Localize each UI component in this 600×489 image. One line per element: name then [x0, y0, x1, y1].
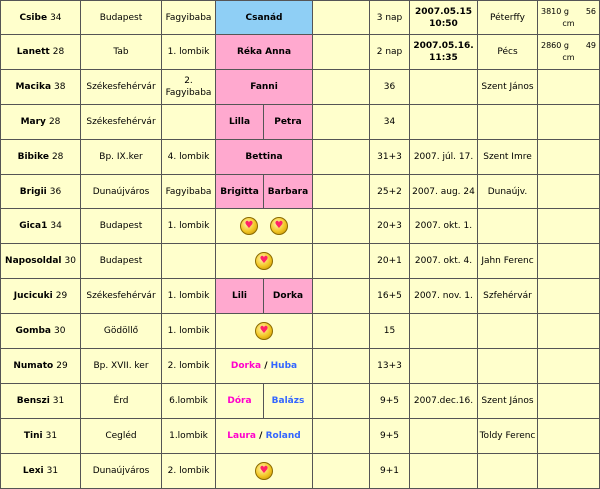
- city-text: Érd: [113, 396, 129, 406]
- hospital-text: Jahn Ferenc: [481, 256, 534, 266]
- city-text: Dunaújváros: [92, 186, 150, 197]
- member-age: 28: [52, 47, 65, 57]
- baby-name-cell: [216, 279, 264, 314]
- member-age: 28: [48, 117, 61, 127]
- member-age: 30: [64, 256, 76, 266]
- baby-name-cell: [264, 384, 313, 419]
- weight-cell: [538, 384, 600, 419]
- member-nick: Naposoldal: [5, 256, 62, 266]
- city-cell: [81, 244, 162, 279]
- member-age: 31: [52, 396, 65, 406]
- member-cell: [0, 140, 81, 175]
- stage-text: 1. lombik: [167, 291, 210, 301]
- weeks-text: 15: [383, 326, 396, 336]
- baby-name-cell: [264, 279, 313, 314]
- member-nick: Lexi: [22, 466, 44, 476]
- empty-cell: [313, 384, 370, 419]
- weeks-cell: [370, 209, 410, 244]
- weeks-text: 9+5: [380, 396, 399, 406]
- city-cell: [81, 140, 162, 175]
- hospital-cell: [478, 454, 538, 489]
- date-cell: [410, 140, 478, 175]
- baby-name: Réka Anna: [236, 47, 292, 57]
- empty-cell: [313, 209, 370, 244]
- baby-name: Roland: [265, 431, 301, 441]
- member-age: 38: [54, 82, 66, 92]
- hospital-cell: [478, 314, 538, 349]
- date-text: 2007. okt. 1.: [414, 221, 473, 231]
- weeks-cell: [370, 314, 410, 349]
- weight-cell: [538, 140, 600, 175]
- date-text: 2007. aug. 24: [412, 186, 475, 197]
- baby-name: Dorka: [230, 361, 262, 371]
- city-text: Budapest: [99, 221, 143, 231]
- birth-length: 49: [585, 41, 596, 50]
- empty-cell: [313, 314, 370, 349]
- stage-text: 1. lombik: [167, 326, 210, 336]
- baby-name: /: [256, 431, 266, 441]
- weight-cell: [538, 244, 600, 279]
- stage-cell: [162, 0, 216, 35]
- city-cell: [81, 0, 162, 35]
- city-cell: [81, 175, 162, 209]
- weeks-text: 13+3: [377, 361, 402, 371]
- city-text: Dunaújváros: [92, 466, 150, 476]
- length-unit: cm: [562, 53, 575, 62]
- stage-cell: [162, 140, 216, 175]
- time-text: 11:35: [429, 53, 458, 63]
- baby-name: Lili: [232, 291, 247, 301]
- member-cell: [0, 349, 81, 384]
- member-nick: Bibike: [17, 152, 49, 162]
- length-unit: cm: [562, 18, 575, 28]
- city-cell: [81, 279, 162, 314]
- empty-cell: [313, 349, 370, 384]
- hospital-cell: [478, 244, 538, 279]
- hospital-text: Pécs: [497, 47, 518, 57]
- weeks-text: 34: [383, 117, 396, 127]
- hospital-cell: [478, 349, 538, 384]
- baby-name: Barbara: [267, 186, 309, 197]
- hospital-cell: [478, 209, 538, 244]
- date-cell: [410, 209, 478, 244]
- member-age: 29: [55, 291, 68, 301]
- weeks-text: 31+3: [377, 152, 402, 162]
- heart-icon: [240, 217, 258, 235]
- time-text: 10:50: [429, 18, 458, 29]
- weeks-text: 9+1: [380, 466, 399, 476]
- member-age: 36: [49, 186, 62, 197]
- baby-name: Csanád: [245, 12, 283, 23]
- empty-cell: [313, 244, 370, 279]
- hospital-cell: [478, 175, 538, 209]
- city-text: Tab: [113, 47, 129, 57]
- member-cell: [0, 105, 81, 140]
- empty-cell: [313, 35, 370, 70]
- member-cell: [0, 209, 81, 244]
- stage-text: 2. Fagyibaba: [165, 76, 212, 98]
- city-text: Bp. IX.ker: [99, 152, 143, 162]
- weeks-cell: [370, 0, 410, 35]
- date-cell: [410, 175, 478, 209]
- stage-cell: [162, 349, 216, 384]
- stage-text: 2. lombik: [167, 361, 210, 371]
- hospital-cell: [478, 419, 538, 454]
- date-text: 2007.05.15: [415, 6, 472, 17]
- weight-cell: [538, 454, 600, 489]
- stage-cell: [162, 454, 216, 489]
- city-cell: [81, 419, 162, 454]
- member-nick: Gica1: [19, 221, 48, 231]
- date-text: 2007. okt. 4.: [414, 256, 473, 266]
- date-cell: [410, 454, 478, 489]
- baby-name: Bettina: [245, 152, 283, 162]
- stage-text: 6.lombik: [169, 396, 208, 406]
- city-text: Gödöllő: [103, 326, 139, 336]
- stage-text: 1. lombik: [167, 221, 210, 231]
- stage-cell: [162, 70, 216, 105]
- weeks-text: 16+5: [377, 291, 402, 301]
- weight-cell: [538, 70, 600, 105]
- member-nick: Tini: [23, 431, 43, 441]
- hospital-text: Toldy Ferenc: [479, 431, 536, 441]
- date-cell: [410, 314, 478, 349]
- city-cell: [81, 105, 162, 140]
- empty-cell: [313, 419, 370, 454]
- baby-name: Huba: [270, 361, 298, 371]
- member-age: 31: [46, 466, 59, 476]
- member-nick: Brigii: [19, 186, 47, 197]
- city-cell: [81, 384, 162, 419]
- weight-cell: [538, 314, 600, 349]
- city-text: Cegléd: [105, 431, 137, 441]
- weeks-cell: [370, 105, 410, 140]
- member-nick: Gomba: [15, 326, 51, 336]
- weeks-text: 9+5: [380, 431, 399, 441]
- member-age: 30: [54, 326, 66, 336]
- date-cell: [410, 0, 478, 35]
- empty-cell: [313, 70, 370, 105]
- city-text: Budapest: [99, 12, 143, 23]
- member-age: 28: [51, 152, 64, 162]
- city-text: Bp. XVII. ker: [93, 361, 149, 371]
- weeks-cell: [370, 175, 410, 209]
- stage-text: Fagyibaba: [165, 186, 212, 197]
- weight-cell: [538, 105, 600, 140]
- hospital-cell: [478, 105, 538, 140]
- member-age: 31: [45, 431, 58, 441]
- stage-text: 1.lombik: [169, 431, 208, 441]
- empty-cell: [313, 279, 370, 314]
- hospital-cell: [478, 140, 538, 175]
- heart-icon: [255, 462, 273, 480]
- baby-name-cell: [216, 35, 313, 70]
- member-nick: Jucicuki: [13, 291, 53, 301]
- baby-name: /: [261, 361, 271, 371]
- weight-cell: [538, 349, 600, 384]
- weeks-cell: [370, 419, 410, 454]
- birth-weight: 3810 g: [541, 6, 569, 16]
- date-cell: [410, 279, 478, 314]
- member-cell: [0, 0, 81, 35]
- date-text: 2007. júl. 17.: [413, 152, 474, 162]
- hospital-cell: [478, 0, 538, 35]
- weight-cell: [538, 175, 600, 209]
- stage-cell: [162, 209, 216, 244]
- date-text: 2007. nov. 1.: [414, 291, 473, 301]
- weeks-text: 25+2: [377, 186, 402, 197]
- weeks-text: 36: [383, 82, 396, 92]
- weeks-cell: [370, 454, 410, 489]
- date-text: 2007.05.16.: [413, 41, 474, 51]
- hospital-text: Szent Imre: [483, 152, 532, 162]
- city-cell: [81, 35, 162, 70]
- city-text: Székesfehérvár: [86, 117, 156, 127]
- stage-cell: [162, 105, 216, 140]
- heart-icon: [255, 322, 273, 340]
- hospital-cell: [478, 384, 538, 419]
- stage-text: Fagyibaba: [165, 12, 212, 23]
- weeks-cell: [370, 35, 410, 70]
- member-cell: [0, 244, 81, 279]
- stage-cell: [162, 279, 216, 314]
- member-cell: [0, 419, 81, 454]
- baby-name-cell: [216, 384, 264, 419]
- member-cell: [0, 279, 81, 314]
- weeks-cell: [370, 70, 410, 105]
- empty-cell: [313, 454, 370, 489]
- member-nick: Lanett: [16, 47, 50, 57]
- member-nick: Mary: [20, 117, 46, 127]
- stage-cell: [162, 384, 216, 419]
- stage-text: 1. lombik: [167, 47, 210, 57]
- stage-cell: [162, 314, 216, 349]
- baby-name: Balázs: [271, 396, 305, 406]
- baby-name-cell: [216, 175, 264, 209]
- weeks-text: 2 nap: [376, 47, 403, 57]
- hospital-text: Szent János: [481, 396, 534, 406]
- empty-cell: [313, 140, 370, 175]
- member-age: 34: [50, 221, 62, 231]
- member-cell: [0, 35, 81, 70]
- date-cell: [410, 35, 478, 70]
- heart-icon: [255, 252, 273, 270]
- weeks-cell: [370, 279, 410, 314]
- baby-name: Fanni: [250, 82, 278, 92]
- city-cell: [81, 70, 162, 105]
- empty-cell: [313, 105, 370, 140]
- stage-text: 4. lombik: [167, 152, 210, 162]
- baby-name-cell: [264, 175, 313, 209]
- date-text: 2007.dec.16.: [413, 396, 474, 406]
- city-cell: [81, 454, 162, 489]
- baby-name-cell: [216, 349, 313, 384]
- hospital-text: Szent János: [481, 82, 534, 92]
- baby-hearts-cell: [216, 209, 313, 244]
- baby-hearts-cell: [216, 244, 313, 279]
- hospital-cell: [478, 35, 538, 70]
- hospital-cell: [478, 279, 538, 314]
- baby-name-cell: [216, 0, 313, 35]
- weight-cell: [538, 35, 600, 70]
- hospital-text: Péterffy: [490, 12, 525, 23]
- baby-name-cell: [216, 105, 264, 140]
- baby-name: Lilla: [228, 117, 251, 127]
- date-cell: [410, 244, 478, 279]
- member-cell: [0, 70, 81, 105]
- baby-name: Petra: [274, 117, 302, 127]
- weight-cell: [538, 0, 600, 35]
- member-age: 29: [56, 361, 68, 371]
- baby-name: Laura: [227, 431, 257, 441]
- weeks-cell: [370, 140, 410, 175]
- member-nick: Benszi: [16, 396, 50, 406]
- city-cell: [81, 349, 162, 384]
- empty-cell: [313, 175, 370, 209]
- member-nick: Macika: [15, 82, 52, 92]
- member-cell: [0, 314, 81, 349]
- weeks-text: 20+3: [377, 221, 402, 231]
- stage-cell: [162, 175, 216, 209]
- date-cell: [410, 349, 478, 384]
- heart-icon: [270, 217, 288, 235]
- stage-cell: [162, 419, 216, 454]
- hospital-text: Szfehérvár: [483, 291, 532, 301]
- baby-name-cell: [216, 419, 313, 454]
- weeks-cell: [370, 384, 410, 419]
- member-cell: [0, 175, 81, 209]
- date-cell: [410, 419, 478, 454]
- baby-name-cell: [216, 140, 313, 175]
- city-text: Székesfehérvár: [86, 82, 156, 92]
- baby-name-cell: [216, 70, 313, 105]
- baby-hearts-cell: [216, 314, 313, 349]
- member-cell: [0, 454, 81, 489]
- date-cell: [410, 105, 478, 140]
- date-cell: [410, 70, 478, 105]
- city-cell: [81, 314, 162, 349]
- stage-cell: [162, 244, 216, 279]
- member-cell: [0, 384, 81, 419]
- baby-name: Dorka: [272, 291, 304, 301]
- city-text: Székesfehérvár: [86, 291, 156, 301]
- birth-length: 56: [585, 6, 596, 16]
- baby-hearts-cell: [216, 454, 313, 489]
- weight-cell: [538, 279, 600, 314]
- member-nick: Numato: [13, 361, 54, 371]
- weight-cell: [538, 419, 600, 454]
- stage-cell: [162, 35, 216, 70]
- hospital-cell: [478, 70, 538, 105]
- hospital-text: Dunaújv.: [487, 186, 528, 197]
- baby-name: Brigitta: [220, 186, 259, 197]
- member-nick: Csibe: [19, 12, 48, 23]
- empty-cell: [313, 0, 370, 35]
- weeks-cell: [370, 349, 410, 384]
- baby-name-cell: [264, 105, 313, 140]
- birth-weight: 2860 g: [541, 41, 569, 50]
- member-age: 34: [50, 12, 62, 23]
- weeks-text: 20+1: [377, 256, 402, 266]
- weeks-cell: [370, 244, 410, 279]
- date-cell: [410, 384, 478, 419]
- weeks-text: 3 nap: [376, 12, 403, 23]
- stage-text: 2. lombik: [167, 466, 210, 476]
- city-cell: [81, 209, 162, 244]
- city-text: Budapest: [99, 256, 143, 266]
- baby-name: Dóra: [227, 396, 252, 406]
- weight-cell: [538, 209, 600, 244]
